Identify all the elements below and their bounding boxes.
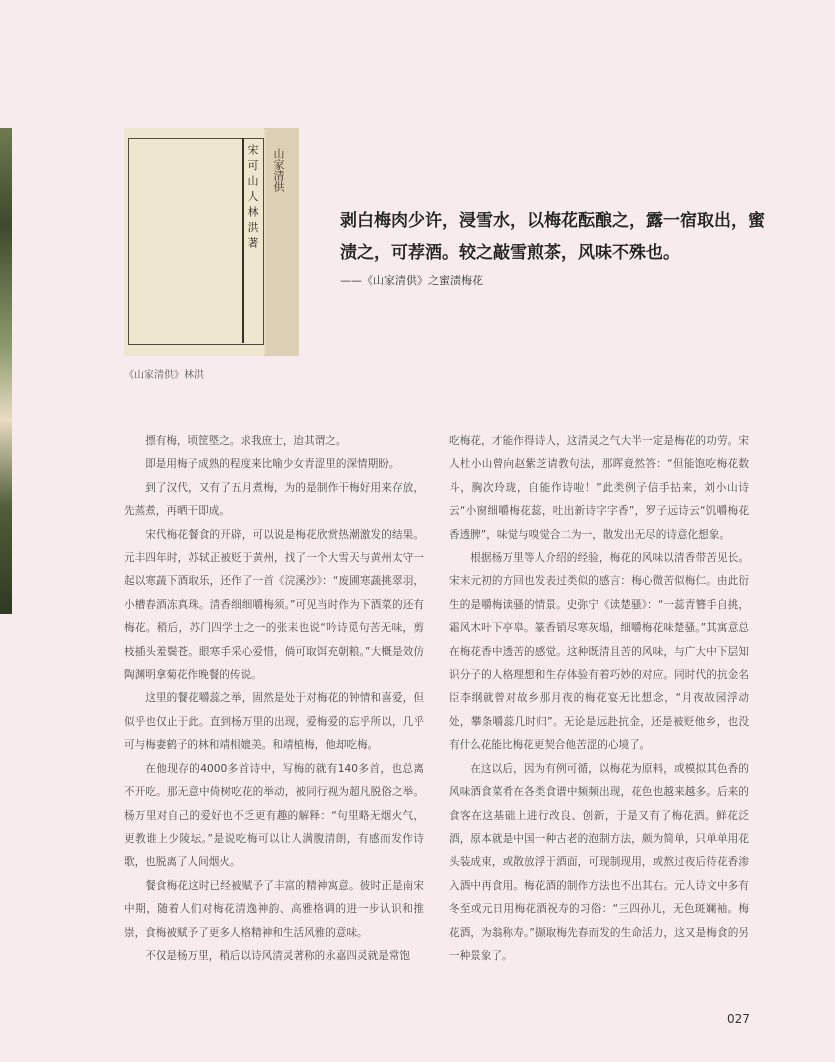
book-title: 山家清供 [272,148,285,192]
paragraph: 这里的餐花嚼蕊之举，固然是处于对梅花的钟情和喜爱，但似乎也仅止于此。直到杨万里的出现，爱梅爱的忘乎所以，几乎可与梅妻鹤子的林和靖相媲美。和靖植梅，他却吃梅。 [124,692,424,752]
pull-quote: 剥白梅肉少许，浸雪水，以梅花酝酿之，露一宿取出，蜜渍之，可荐酒。较之敲雪煎茶，风味不殊也。 [340,211,765,263]
paragraph: 餐食梅花这时已经被赋予了丰富的精神寓意。彼时正是南宋中期，随着人们对梅花清逸神韵、高雅格调的进一步认识和推崇，食梅被赋予了更多人格精神和生活风雅的意味。 [124,879,424,939]
left-column [124,430,424,968]
paragraph: 不仅是杨万里，稍后以诗风清灵著称的永嘉四灵就是常饱 [145,949,411,962]
paragraph: 到了汉代，又有了五月煮梅，为的是制作干梅好用来存放，先蒸煮，再晒干即成。 [124,481,424,518]
paragraph: 在他现存的4000多首诗中，写梅的就有140多首，也总离不开吃。那无意中倚树吃花的举动，被同行视为超凡脱俗之举。杨万里对自己的爱好也不乏更有趣的解释：“句里略无烟火气，更教谁上少陵坛。”是说吃梅可以让人满腹清朗，有感而发作诗歌，也脱离了人间烟火。 [124,762,424,869]
page-number: 027 [727,1012,750,1026]
image-caption: 《山家清供》林洪 [124,370,204,381]
paragraph: 宋代梅花餐食的开辟，可以说是梅花欣赏热潮激发的结果。元丰四年时，苏轼正被贬于黄州，找了一个大雪天与黄州太守一起以寒蔬下酒取乐，还作了一首《浣溪沙》：“废圃寒蔬挑翠羽，小槽春酒冻真珠。清香细细嚼梅须。”可见当时作为下酒菜的还有梅花。稍后，苏门四学士之一的张耒也说“吟诗觅句苦无味，剪枝插头羞鬓苍。眼寒手采心爱惜，倘可取饵充朝粮。”大概是效仿陶渊明拿菊花作晚餐的传说。 [124,528,424,682]
paragraph: 即是用梅子成熟的程度来比喻少女青涩里的深情期盼。 [145,458,400,471]
paragraph: 摽有梅，顷筐塈之。求我庶士，迨其谓之。 [145,435,347,447]
paragraph: 根据杨万里等人介绍的经验，梅花的风味以清香带苦见长。宋末元初的方回也发表过类似的感言：梅心微苦似梅仁。由此衍生的是嚼梅读骚的情景。史弥宁《读楚骚》：“一蕊青簪手自挑，霜风木叶下亭皋。篆香销尽寒灰塌，细嚼梅花味楚骚。”其寓意总在梅花香中透苦的感觉。这种既清且苦的风味，与广大中下层知识分子的人格理想和生存体验有着巧妙的对应。同时代的抗金名臣李纲就曾对故乡那月夜的梅花宴无比想念，“月夜故园浮动处，攀条嚼蕊几时归”。无论是远赴抗金，还是被贬他乡，也没有什么花能比梅花更契合他苦涩的心境了。 [449,552,749,752]
paragraph: 在这以后，因为有例可循，以梅花为原料，或模拟其色香的风味酒食菜肴在各类食谱中频频出现，花色也越来越多。后来的食客在这基础上进行改良、创新，于是又有了梅花酒。鲜花泛酒，原本就是中国一种古老的泡制方法，颇为简单，只单单用花头装成束，或散放浮于酒面，可现制现用，或熬过夜后待花香渗入酒中再食用。梅花酒的制作方法也不出其右。元人诗文中多有冬至或元日用梅花酒祝寿的习俗：“三四孙儿，无色斑斓袖。梅花酒，为翁称寿。”撷取梅先春而发的生命活力，这又是梅食的另一种景象了。 [449,762,749,962]
book-author-line: 宋 可 山 人 林 洪 著 [246,144,259,249]
paragraph: 吃梅花，才能作得诗人，这清灵之气大半一定是梅花的功劳。宋人杜小山曾向赵紫芝请教句法，那晖竟然答：“但能饱吃梅花数斗，胸次玲珑，自能作诗啦！”此类例子信手拈来，刘小山诗云“小窗细嚼梅花蕊，吐出新诗字字香”，罗子远诗云“饥嚼梅花香透脾”，味觉与嗅觉合二为一，散发出无尽的诗意化想象。 [449,435,749,541]
right-column [449,430,749,968]
book-image [124,128,299,356]
quote-source: ——《山家清供》之蜜渍梅花 [340,274,483,287]
side-photo-strip [0,128,12,614]
